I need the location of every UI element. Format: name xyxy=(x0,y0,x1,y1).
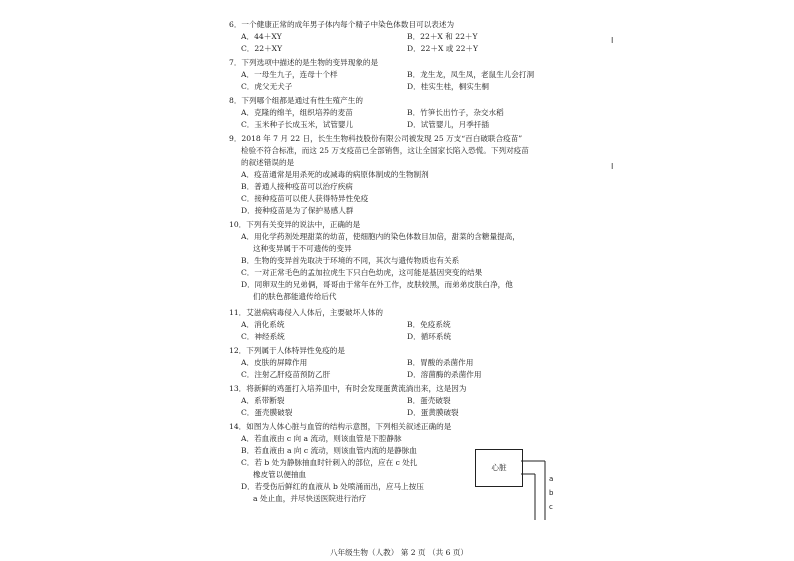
option-c: C．虎父无犬子 xyxy=(241,82,293,91)
option-d-cont: a 处止血，并尽快送医院进行治疗 xyxy=(253,494,367,503)
option-d-cont: 们的肤色都能遗传给后代 xyxy=(253,292,337,301)
question-stem: 6．一个健康正常的成年男子体内每个精子中染色体数目可以表述为 xyxy=(229,20,455,29)
option-d: D．桂实生桂，桐实生桐 xyxy=(407,82,490,91)
option-d: D．同卵双生的兄弟俩，哥哥由于常年在外工作，皮肤较黑，而弟弟皮肤白净，他 xyxy=(241,280,513,289)
option-c: C．若 b 处为静脉抽血时针刺入的部位，应在 c 处扎 xyxy=(241,458,418,467)
exam-page xyxy=(229,20,569,557)
option-c: C．接种疫苗可以使人获得特异性免疫 xyxy=(241,194,369,203)
question-stem-line2: 检验不符合标准，而这 25 万支疫苗已全部销售，这让全国家长陷入恐慌。下列对疫苗 xyxy=(241,146,529,155)
option-b: B．胃酸的杀菌作用 xyxy=(407,358,474,367)
margin-mark: I xyxy=(611,162,614,171)
option-d: D．若受伤后鲜红的血液从 b 处喷涌而出，应马上按压 xyxy=(241,482,424,491)
option-d: D．接种疫苗是为了保护易感人群 xyxy=(241,206,354,215)
option-a: A．一母生九子，连母十个样 xyxy=(241,70,338,79)
option-c-cont: 橡皮管以便抽血 xyxy=(253,470,307,479)
vessel-label-a: a xyxy=(549,475,554,483)
option-c: C．一对正常毛色的孟加拉虎生下只白色幼虎，这可能是基因突变的结果 xyxy=(241,268,483,277)
question-stem: 7．下列选项中描述的是生物的变异现象的是 xyxy=(229,58,379,67)
option-b: B．22＋X 和 22＋Y xyxy=(407,32,478,41)
option-a: A．若血液由 c 向 a 流动，则该血管是下腔静脉 xyxy=(241,434,402,443)
option-d: D．试管婴儿，月季扦插 xyxy=(407,120,490,129)
question-stem: 13．将新鲜的鸡蛋打入培养皿中，有时会发现蛋黄流淌出来，这是因为 xyxy=(229,384,467,393)
question-stem: 11．艾滋病病毒侵入人体后，主要破坏人体的 xyxy=(229,308,383,317)
margin-mark: I xyxy=(611,36,614,45)
option-b: B．若血液由 a 向 c 流动，则该血管内流的是静脉血 xyxy=(241,446,417,455)
option-c: C．玉米种子长成玉米，试管婴儿 xyxy=(241,120,354,129)
page-footer: 八年级生物（人教） 第 2 页 （共 6 页） xyxy=(329,548,469,557)
question-stem: 14．如图为人体心脏与血管的结构示意图，下列相关叙述正确的是 xyxy=(229,422,452,431)
option-a: A．系带断裂 xyxy=(241,396,285,405)
option-c: C．蛋壳膜破裂 xyxy=(241,408,293,417)
heart-label: 心脏 xyxy=(491,463,507,472)
option-a-cont: 这种变异属于不可遗传的变异 xyxy=(253,244,352,253)
option-b: B．免疫系统 xyxy=(407,320,451,329)
vessel-label-b: b xyxy=(549,489,554,497)
option-c: C．注射乙肝疫苗预防乙肝 xyxy=(241,370,331,379)
option-a: A．44＋XY xyxy=(241,32,282,41)
option-a: A．皮肤的屏障作用 xyxy=(241,358,308,367)
option-a: A．消化系统 xyxy=(241,320,285,329)
option-a: A．克隆的绵羊，组织培养的麦苗 xyxy=(241,108,353,117)
option-b: B．龙生龙，凤生凤，老鼠生儿会打洞 xyxy=(407,70,535,79)
question-stem: 9．2018 年 7 月 22 日，长生生物科技股份有限公司被发现 25 万支“百白破联合疫苗” xyxy=(229,134,523,143)
option-d: D．22＋X 或 22＋Y xyxy=(407,44,479,53)
option-b: B．竹笋长出竹子，杂交水稻 xyxy=(407,108,504,117)
option-c: C．神经系统 xyxy=(241,332,285,341)
option-b: B．蛋壳破裂 xyxy=(407,396,451,405)
option-a: A．用化学药剂处理甜菜的幼苗，使细胞内的染色体数目加倍，甜菜的含糖量提高， xyxy=(241,232,520,241)
option-d: D．蛋黄膜破裂 xyxy=(407,408,459,417)
question-stem: 12．下列属于人体特异性免疫的是 xyxy=(229,346,345,355)
option-b: B．生物的变异首先取决于环境的不同，其次与遗传物质也有关系 xyxy=(241,256,460,265)
question-stem: 10．下列有关变异的说法中，正确的是 xyxy=(229,220,361,229)
option-b: B．普通人接种疫苗可以治疗疾病 xyxy=(241,182,353,191)
option-d: D．循环系统 xyxy=(407,332,452,341)
question-stem: 8．下列哪个组都是通过有性生殖产生的 xyxy=(229,96,363,105)
option-c: C．22＋XY xyxy=(241,44,283,53)
option-d: D．溶菌酶的杀菌作用 xyxy=(407,370,482,379)
question-stem-line3: 的叙述错误的是 xyxy=(241,158,295,167)
vessel-label-c: c xyxy=(549,503,553,511)
option-a: A．疫苗通常是用杀死的或减毒的病原体制成的生物制剂 xyxy=(241,170,429,179)
blood-vessel-lines xyxy=(229,20,569,550)
